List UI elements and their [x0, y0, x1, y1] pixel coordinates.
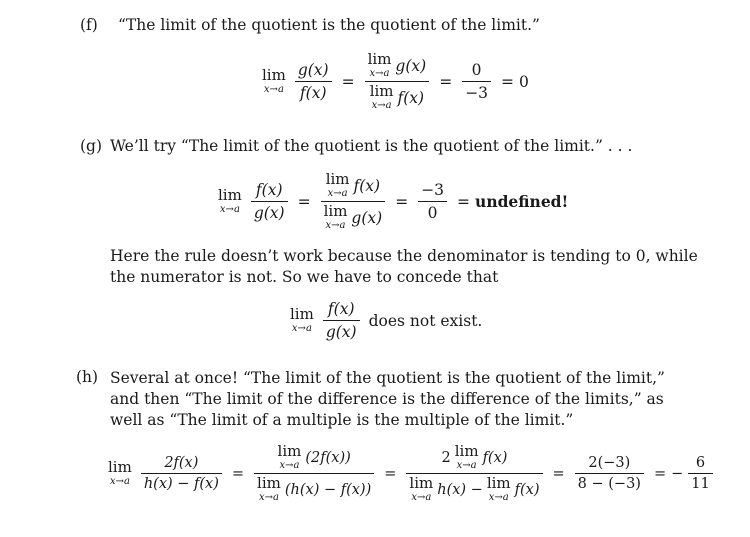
- undefined-label: undefined!: [475, 192, 569, 211]
- part-g-paragraph-line2: the numerator is not. So we have to concede that: [110, 268, 499, 286]
- does-not-exist-text: does not exist.: [368, 311, 483, 330]
- part-g-text: We’ll try “The limit of the quotient is the quotient of the limit.” . . .: [110, 137, 633, 155]
- fraction: $\frac{2(-3)}{8 - (-3)}$: [575, 455, 644, 492]
- part-h-marker: (h): [76, 368, 99, 386]
- equation-g: lim x→a $\frac{f(x)}{g(x)}$ = lim x→a f(x) lim x→a g(x) = $\frac{-3}{0}$ = undefined!: [218, 170, 569, 231]
- part-h-line2: and then “The limit of the difference is the difference of the limits,” as: [110, 390, 664, 408]
- limit-operator: lim x→a: [290, 305, 314, 334]
- fraction: $\frac{6}{11}$: [688, 455, 712, 492]
- part-h-line3: well as “The limit of a multiple is the multiple of the limit.”: [110, 411, 574, 429]
- equation-g-limit: [290, 300, 482, 341]
- fraction: 2 lim x→a f(x) lim x→a h(x) − lim x→a f(x): [406, 444, 542, 503]
- part-f-marker: (f): [80, 16, 98, 34]
- fraction: lim x→a f(x) lim x→a g(x): [321, 172, 386, 231]
- fraction: $\frac{f(x)}{g(x)}$: [323, 300, 360, 341]
- part-g-marker: (g): [80, 137, 103, 155]
- fraction: $\frac{g(x)}{f(x)}$: [295, 61, 332, 102]
- fraction: lim x→a (2f(x)) lim x→a (h(x) − f(x)): [254, 444, 374, 503]
- limit-operator: lim x→a: [262, 66, 286, 95]
- part-g-paragraph-line1: Here the rule doesn’t work because the denominator is tending to 0, while: [110, 247, 698, 265]
- part-f-text: “The limit of the quotient is the quotient of the limit.”: [118, 16, 540, 34]
- limit-operator: lim x→a: [108, 458, 132, 487]
- equation-f: lim x→a $\frac{g(x)}{f(x)}$ = lim x→a g(x) lim x→a f(x) = $\frac{0}{-3}$ = 0: [262, 50, 529, 111]
- fraction: $\frac{0}{-3}$: [462, 61, 491, 102]
- fraction: $\frac{2f(x)}{h(x) - f(x)}$: [141, 455, 222, 492]
- equation-h: lim x→a $\frac{2f(x)}{h(x) - f(x)}$ = lim x→a (2f(x)) lim x→a (h(x) − f(x)) = 2 lim x→a f(x) lim x→a h(x) − lim x→a f(x) = $\frac{2(-3)}{8 - (-3)}$ = − $\frac{6}{11}$: [108, 444, 718, 503]
- fraction: lim x→a g(x) lim x→a f(x): [365, 52, 430, 111]
- part-h-line1: Several at once! “The limit of the quotient is the quotient of the limit,”: [110, 369, 665, 387]
- fraction: $\frac{-3}{0}$: [418, 181, 447, 222]
- limit-operator: lim x→a: [218, 186, 242, 215]
- fraction: $\frac{f(x)}{g(x)}$: [251, 181, 288, 222]
